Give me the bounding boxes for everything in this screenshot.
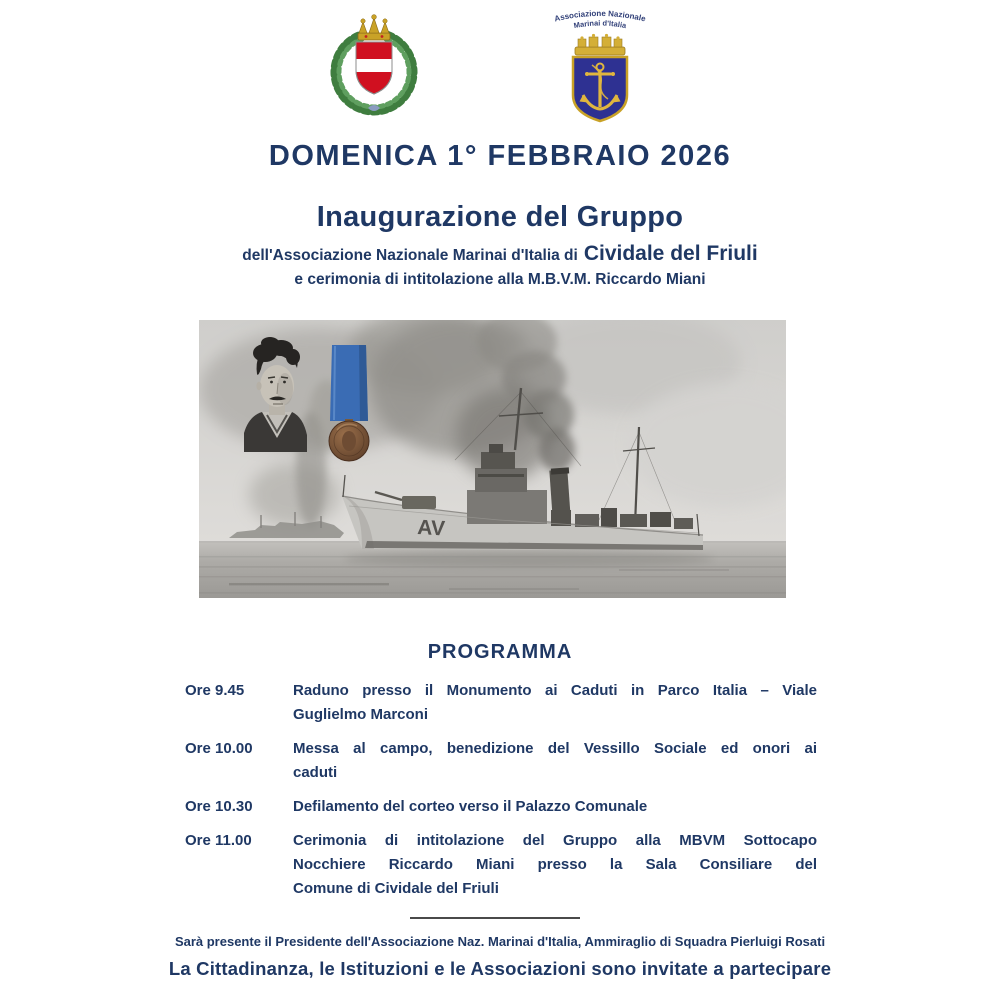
program-row [185,795,817,819]
description-line: caduti [293,764,338,781]
description-line: Defilamento del corteo verso il Palazzo Comunale [293,798,648,815]
program-time: Ore 10.00 [185,740,253,757]
event-photo [199,320,786,598]
ship-illustration [199,320,786,598]
footer-separator [410,917,580,919]
event-title: Inaugurazione del Gruppo [316,201,684,233]
program-time: Ore 11.00 [185,832,252,849]
program-row [185,679,817,727]
subtitle-highlight: Cividale del Friuli [583,242,758,265]
program-row [185,737,817,785]
anmi-caption-line1: Associazione Nazionale [553,8,647,24]
description-line: Messa al campo, benedizione del Vessillo Sociale ed onori ai [293,740,817,757]
anmi-caption-line2: Marinai d'Italia [572,18,628,31]
program-description [293,679,817,727]
description-line: Cerimonia di intitolazione del Gruppo alla MBVM Sottocapo [293,832,817,849]
svg-text:Marinai d'Italia [573,18,628,30]
subtitle-line2: e cerimonia di intitolazione alla M.B.V.M. Riccardo Miani [294,271,706,288]
anmi-crest-icon [541,3,659,129]
program-time: Ore 10.30 [185,798,253,815]
medal-mbvm [329,345,369,461]
date-title: DOMENICA 1° FEBBRAIO 2026 [268,140,732,172]
cividale-coat-of-arms-icon [318,8,430,120]
program-description [293,795,817,819]
footer-note: Sarà presente il Presidente dell'Associazione Naz. Marinai d'Italia, Ammiraglio di Squadra Pierluigi Rosati [174,934,826,949]
description-line: Raduno presso il Monumento ai Caduti in Parco Italia – Viale [293,682,817,699]
program-heading: PROGRAMMA [427,641,573,663]
subtitle-prefix: dell'Associazione Nazionale Marinai d'Italia di [242,247,578,264]
subtitle-line1 [0,242,1000,266]
program-description [293,737,817,785]
description-line: Nocchiere Riccardo Miani presso la Sala Consiliare del [293,856,817,873]
description-line: Guglielmo Marconi [293,706,429,723]
program-description [293,829,817,901]
program-section [185,679,817,911]
description-line: Comune di Cividale del Friuli [293,880,499,897]
hull-marking-text: AV [416,516,446,541]
program-row [185,829,817,901]
footer-invitation: La Cittadinanza, le Istituzioni e le Associazioni sono invitate a partecipare [168,958,832,979]
program-time: Ore 9.45 [185,682,245,699]
